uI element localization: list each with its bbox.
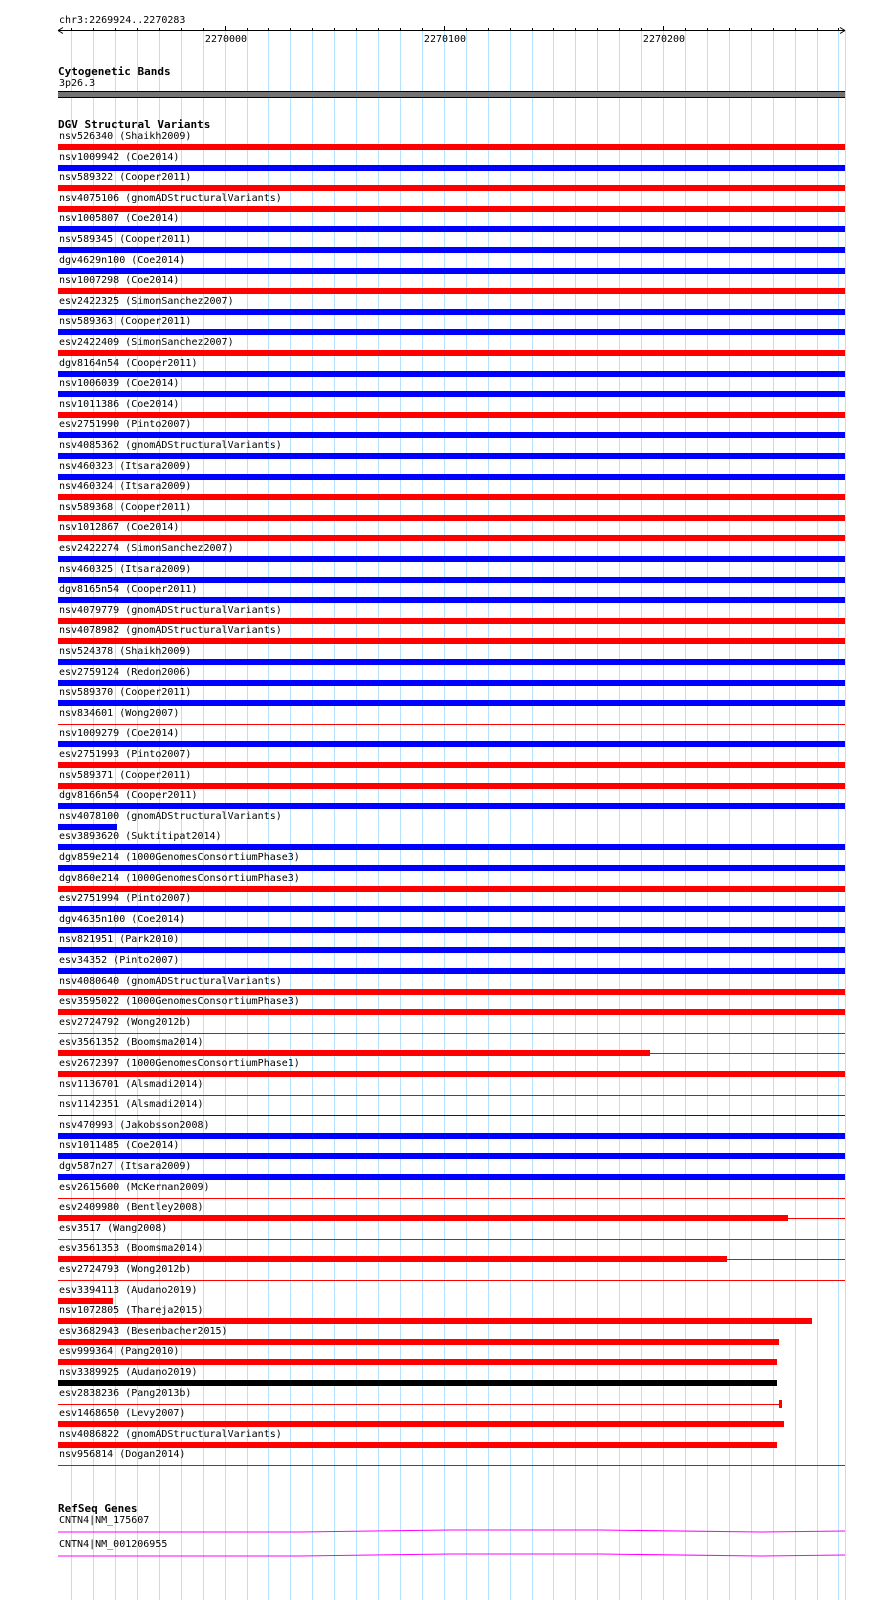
variant-bar[interactable]	[58, 680, 845, 686]
variant-bar-tail[interactable]	[650, 1053, 845, 1054]
variant-bar[interactable]	[58, 556, 845, 562]
gene-label[interactable]: CNTN4|NM_001206955	[59, 1539, 168, 1550]
variant-label[interactable]: esv3394113 (Audano2019)	[59, 1285, 198, 1296]
variant-label[interactable]: esv2838236 (Pang2013b)	[59, 1388, 192, 1399]
variant-label[interactable]: dgv4635n100 (Coe2014)	[59, 914, 186, 925]
ruler-tick-label: 2270000	[204, 34, 248, 45]
variant-bar[interactable]	[58, 350, 845, 356]
variant-label[interactable]: nsv4078982 (gnomADStructuralVariants)	[59, 625, 282, 636]
variant-label[interactable]: nsv524378 (Shaikh2009)	[59, 646, 192, 657]
variant-bar[interactable]	[58, 1153, 845, 1159]
gene-intron-line[interactable]	[0, 1550, 890, 1560]
variant-bar[interactable]	[58, 535, 845, 541]
variant-bar[interactable]	[58, 659, 845, 665]
variant-label[interactable]: nsv1009942 (Coe2014)	[59, 152, 180, 163]
variant-label[interactable]: nsv589363 (Cooper2011)	[59, 316, 192, 327]
variant-label[interactable]: nsv589368 (Cooper2011)	[59, 502, 192, 513]
cytogenetic-bands-title: Cytogenetic Bands	[58, 65, 171, 78]
variant-label[interactable]: esv3561353 (Boomsma2014)	[59, 1243, 204, 1254]
variant-label[interactable]: nsv1136701 (Alsmadi2014)	[59, 1079, 204, 1090]
variant-bar[interactable]	[58, 391, 845, 397]
variant-label[interactable]: nsv956814 (Dogan2014)	[59, 1449, 186, 1460]
variant-bar[interactable]	[58, 597, 845, 603]
variant-bar[interactable]	[58, 1256, 727, 1262]
variant-label[interactable]: esv2751990 (Pinto2007)	[59, 419, 192, 430]
variant-bar[interactable]	[58, 309, 845, 315]
variant-bar[interactable]	[58, 1442, 777, 1448]
variant-bar[interactable]	[58, 288, 845, 294]
variant-label[interactable]: nsv1012867 (Coe2014)	[59, 522, 180, 533]
variant-bar[interactable]	[58, 515, 845, 521]
variant-bar[interactable]	[58, 1380, 777, 1386]
variant-label[interactable]: esv3595022 (1000GenomesConsortiumPhase3)	[59, 996, 300, 1007]
variant-label[interactable]: nsv589345 (Cooper2011)	[59, 234, 192, 245]
variant-bar-end[interactable]	[779, 1400, 782, 1408]
variant-bar[interactable]	[58, 1239, 845, 1240]
variant-label[interactable]: nsv1007298 (Coe2014)	[59, 275, 180, 286]
variant-bar[interactable]	[58, 1033, 845, 1034]
variant-bar[interactable]	[58, 226, 845, 232]
variant-bar[interactable]	[58, 412, 845, 418]
variant-label[interactable]: esv3561352 (Boomsma2014)	[59, 1037, 204, 1048]
gene-label[interactable]: CNTN4|NM_175607	[59, 1515, 150, 1526]
variant-label[interactable]: esv1468650 (Levy2007)	[59, 1408, 186, 1419]
variant-label[interactable]: esv3682943 (Besenbacher2015)	[59, 1326, 228, 1337]
variant-label[interactable]: nsv4075106 (gnomADStructuralVariants)	[59, 193, 282, 204]
variant-bar[interactable]	[58, 824, 117, 830]
variant-label[interactable]: nsv1011485 (Coe2014)	[59, 1140, 180, 1151]
variant-bar[interactable]	[58, 1339, 779, 1345]
variant-label[interactable]: nsv460323 (Itsara2009)	[59, 461, 192, 472]
variant-bar[interactable]	[58, 185, 845, 191]
cytoband-bar[interactable]	[58, 91, 845, 98]
variant-bar[interactable]	[58, 1298, 113, 1304]
variant-label[interactable]: esv2615600 (McKernan2009)	[59, 1182, 210, 1193]
variant-bar[interactable]	[58, 886, 845, 892]
variant-label[interactable]: nsv589371 (Cooper2011)	[59, 770, 192, 781]
variant-label[interactable]: nsv470993 (Jakobsson2008)	[59, 1120, 210, 1131]
variant-label[interactable]: nsv589322 (Cooper2011)	[59, 172, 192, 183]
variant-bar[interactable]	[58, 329, 845, 335]
variant-label[interactable]: esv2409980 (Bentley2008)	[59, 1202, 204, 1213]
variant-label[interactable]: esv3893620 (Suktitipat2014)	[59, 831, 222, 842]
gene-intron-line[interactable]	[0, 1526, 890, 1536]
variant-label[interactable]: dgv859e214 (1000GenomesConsortiumPhase3)	[59, 852, 300, 863]
variant-label[interactable]: nsv460324 (Itsara2009)	[59, 481, 192, 492]
variant-bar[interactable]	[58, 1215, 788, 1221]
variant-label[interactable]: dgv8166n54 (Cooper2011)	[59, 790, 198, 801]
variant-bar[interactable]	[58, 1174, 845, 1180]
variant-bar[interactable]	[58, 762, 845, 768]
variant-label[interactable]: nsv589370 (Cooper2011)	[59, 687, 192, 698]
variant-bar[interactable]	[58, 1280, 845, 1281]
variant-label[interactable]: esv999364 (Pang2010)	[59, 1346, 180, 1357]
variant-bar[interactable]	[58, 803, 845, 809]
variant-bar[interactable]	[58, 927, 845, 933]
variant-label[interactable]: nsv1009279 (Coe2014)	[59, 728, 180, 739]
variant-bar[interactable]	[58, 165, 845, 171]
variant-bar[interactable]	[58, 1404, 781, 1405]
variant-label[interactable]: nsv460325 (Itsara2009)	[59, 564, 192, 575]
variant-bar[interactable]	[58, 247, 845, 253]
variant-label[interactable]: nsv4085362 (gnomADStructuralVariants)	[59, 440, 282, 451]
variant-label[interactable]: esv34352 (Pinto2007)	[59, 955, 180, 966]
variant-label[interactable]: nsv834601 (Wong2007)	[59, 708, 180, 719]
variant-bar[interactable]	[58, 494, 845, 500]
variant-bar[interactable]	[58, 783, 845, 789]
variant-bar[interactable]	[58, 371, 845, 377]
variant-bar-tail[interactable]	[727, 1259, 845, 1260]
location-label: chr3:2269924..2270283	[59, 15, 186, 26]
variant-bar[interactable]	[58, 989, 845, 995]
variant-label[interactable]: esv2724792 (Wong2012b)	[59, 1017, 192, 1028]
variant-label[interactable]: nsv1142351 (Alsmadi2014)	[59, 1099, 204, 1110]
variant-label[interactable]: esv2724793 (Wong2012b)	[59, 1264, 192, 1275]
variant-bar[interactable]	[58, 144, 845, 150]
variant-bar[interactable]	[58, 700, 845, 706]
variant-label[interactable]: esv2751994 (Pinto2007)	[59, 893, 192, 904]
variant-bar[interactable]	[58, 741, 845, 747]
variant-bar[interactable]	[58, 1050, 650, 1056]
cytoband-label: 3p26.3	[59, 78, 96, 89]
variant-label[interactable]: dgv8164n54 (Cooper2011)	[59, 358, 198, 369]
variant-bar[interactable]	[58, 1095, 845, 1096]
variant-label[interactable]: dgv4629n100 (Coe2014)	[59, 255, 186, 266]
variant-bar[interactable]	[58, 1318, 812, 1324]
variant-bar[interactable]	[58, 1198, 845, 1199]
variant-label[interactable]: esv3517 (Wang2008)	[59, 1223, 168, 1234]
variant-bar[interactable]	[58, 724, 845, 725]
variant-bar[interactable]	[58, 865, 845, 871]
variant-bar[interactable]	[58, 577, 845, 583]
variant-bar[interactable]	[58, 968, 845, 974]
variant-bar[interactable]	[58, 453, 845, 459]
variant-label[interactable]: nsv821951 (Park2010)	[59, 934, 180, 945]
variant-label[interactable]: nsv4086822 (gnomADStructuralVariants)	[59, 1429, 282, 1440]
variant-label[interactable]: dgv8165n54 (Cooper2011)	[59, 584, 198, 595]
variant-bar[interactable]	[58, 1421, 784, 1427]
variant-label[interactable]: nsv1072805 (Thareja2015)	[59, 1305, 204, 1316]
variant-label[interactable]: esv2759124 (Redon2006)	[59, 667, 192, 678]
variant-bar[interactable]	[58, 432, 845, 438]
ruler-tick-label: 2270200	[642, 34, 686, 45]
variant-bar[interactable]	[58, 1359, 777, 1365]
variant-label[interactable]: esv2422274 (SimonSanchez2007)	[59, 543, 234, 554]
variant-bar[interactable]	[58, 638, 845, 644]
variant-bar[interactable]	[58, 1465, 845, 1466]
variant-label[interactable]: nsv4079779 (gnomADStructuralVariants)	[59, 605, 282, 616]
variant-label[interactable]: esv2751993 (Pinto2007)	[59, 749, 192, 760]
variant-bar[interactable]	[58, 1133, 845, 1139]
variant-bar[interactable]	[58, 618, 845, 624]
variant-label[interactable]: dgv587n27 (Itsara2009)	[59, 1161, 192, 1172]
variant-label[interactable]: nsv4078100 (gnomADStructuralVariants)	[59, 811, 282, 822]
refseq-track-title: RefSeq Genes	[58, 1502, 138, 1515]
variant-bar[interactable]	[58, 906, 845, 912]
variant-label[interactable]: nsv1005807 (Coe2014)	[59, 213, 180, 224]
variant-label[interactable]: esv2422325 (SimonSanchez2007)	[59, 296, 234, 307]
variant-label[interactable]: nsv3389925 (Audano2019)	[59, 1367, 198, 1378]
coordinate-ruler[interactable]	[0, 0, 890, 60]
variant-bar-tail[interactable]	[788, 1218, 845, 1219]
variant-label[interactable]: nsv526340 (Shaikh2009)	[59, 131, 192, 142]
variant-bar[interactable]	[58, 474, 845, 480]
variant-label[interactable]: esv2422409 (SimonSanchez2007)	[59, 337, 234, 348]
ruler-tick-label: 2270100	[423, 34, 467, 45]
variant-label[interactable]: nsv1006039 (Coe2014)	[59, 378, 180, 389]
variant-bar[interactable]	[58, 1009, 845, 1015]
variant-label[interactable]: nsv1011386 (Coe2014)	[59, 399, 180, 410]
variant-label[interactable]: nsv4080640 (gnomADStructuralVariants)	[59, 976, 282, 987]
variant-bar[interactable]	[58, 844, 845, 850]
variant-label[interactable]: dgv860e214 (1000GenomesConsortiumPhase3)	[59, 873, 300, 884]
variant-bar[interactable]	[58, 1115, 845, 1116]
dgv-track-title: DGV Structural Variants	[58, 118, 211, 131]
variant-bar[interactable]	[58, 1071, 845, 1077]
variant-bar[interactable]	[58, 206, 845, 212]
variant-bar[interactable]	[58, 947, 845, 953]
variant-bar[interactable]	[58, 268, 845, 274]
variant-label[interactable]: esv2672397 (1000GenomesConsortiumPhase1)	[59, 1058, 300, 1069]
